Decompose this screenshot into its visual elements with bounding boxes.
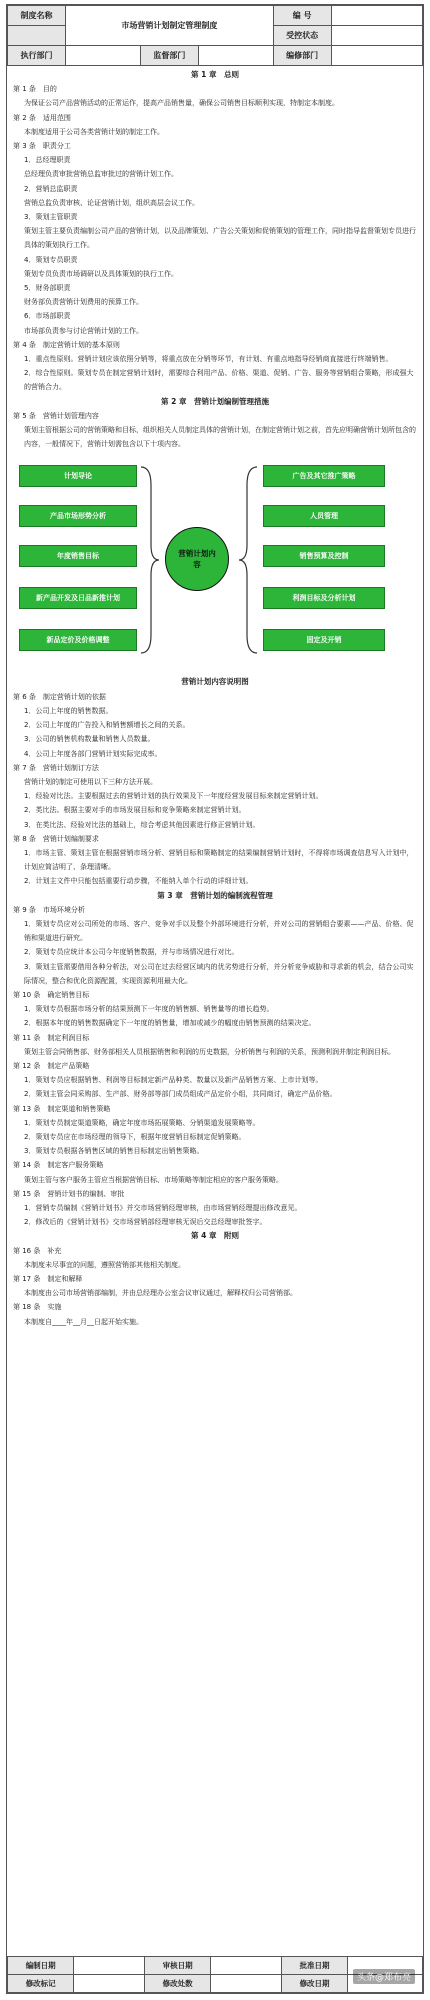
left-brace-icon xyxy=(139,465,161,655)
paragraph-line: 2．营销总监职责 xyxy=(24,184,78,193)
chapter-1-content xyxy=(13,82,417,394)
article-heading: 第 13 条 制定渠道和销售策略 xyxy=(13,1104,111,1113)
paragraph-line: 3．策划主管职责 xyxy=(24,213,78,222)
chapter-2-content xyxy=(13,409,417,452)
paragraph-line: 2．计划主文件中只能包括重要行动步骤，不能纳入单个行动的详细计划。 xyxy=(24,877,253,886)
header-label-number: 编 号 xyxy=(273,6,331,26)
paragraph-line: 3．公司的销售机构数量和销售人员数量。 xyxy=(24,735,155,744)
diagram-left-box: 新品定价及价格调整 xyxy=(19,629,137,651)
article-heading: 第 16 条 补充 xyxy=(13,1246,62,1255)
diagram-right-box: 利润目标及分析计划 xyxy=(263,587,385,609)
footer xyxy=(7,1956,423,1993)
paragraph-line: 1．公司上年度的销售数据。 xyxy=(24,706,113,715)
diagram-right-box: 人员管理 xyxy=(263,505,385,527)
paragraph-line: 1．重点性原则。营销计划应该依照分销等，将重点放在分销等环节，有计划、有重点地指导经销商直接进行终端销售。 xyxy=(24,355,393,364)
paragraph-line: 市场部负责参与讨论营销计划的工作。 xyxy=(24,326,143,335)
diagram-right-box: 广告及其它推广策略 xyxy=(263,465,385,487)
article-heading: 第 11 条 制定利润目标 xyxy=(13,1033,90,1042)
paragraph-line: 2．策划专员应统计本公司今年度销售数据，并与市场情况进行对比。 xyxy=(24,948,239,957)
paragraph-line: 本制度未尽事宜的问题，遵照营销部其他相关制度。 xyxy=(24,1260,185,1269)
paragraph-line: 本制度自____年__月__日起开始实施。 xyxy=(24,1317,143,1326)
paragraph-line: 3．在类比法、经验对比法的基础上，综合考虑其他因素进行修正营销计划。 xyxy=(24,820,260,829)
paragraph-line: 4．策划专员职责 xyxy=(24,255,78,264)
header-label-supervise-dept: 监督部门 xyxy=(140,46,198,66)
paragraph-line: 5．财务部职责 xyxy=(24,284,71,293)
article-heading: 第 6 条 制定营销计划的依据 xyxy=(13,692,106,701)
article-heading: 第 2 条 适用范围 xyxy=(13,113,71,122)
header-value-number xyxy=(331,6,422,26)
diagram-left-box: 计划导论 xyxy=(19,465,137,487)
paragraph-line: 本制度适用于公司各类营销计划的制定工作。 xyxy=(24,127,164,136)
header-label-name: 制度名称 xyxy=(8,6,66,26)
header-label-exec-dept: 执行部门 xyxy=(8,46,66,66)
chapter-4-content xyxy=(13,1244,417,1329)
paragraph-line: 为保证公司产品营销活动的正常运作，提高产品销售量，确保公司销售目标顺利实现，特制定本制度。 xyxy=(24,99,339,108)
header-table xyxy=(7,5,423,66)
paragraph-line: 2．类比法。根据主要对手的市场发展目标和竞争策略来制定营销计划。 xyxy=(24,806,246,815)
paragraph-line: 4．公司上年度各部门营销计划实际完成率。 xyxy=(24,749,162,758)
article-heading: 第 3 条 职责分工 xyxy=(13,142,71,151)
right-brace-icon xyxy=(237,465,259,655)
footer-label-compile-date: 编制日期 xyxy=(8,1957,74,1975)
article-heading: 第 17 条 制定和解释 xyxy=(13,1275,83,1284)
chapter-3-content xyxy=(13,903,417,1230)
header-value-edit-dept xyxy=(331,46,422,66)
paragraph-line: 财务部负责营销计划费用的预算工作。 xyxy=(24,298,143,307)
footer-value xyxy=(74,1975,145,1993)
paragraph-line: 策划专员负责市场调研以及具体策划的执行工作。 xyxy=(24,269,178,278)
article-heading: 第 9 条 市场环境分析 xyxy=(13,905,85,914)
document-page xyxy=(6,4,424,1994)
paragraph-line: 2．策划专员应在市场经理的领导下，根据年度营销目标制定促销策略。 xyxy=(24,1132,246,1141)
paragraph-line: 1．策划专员制定渠道策略，确定年度市场拓展策略、分销渠道发展策略等。 xyxy=(24,1118,260,1127)
paragraph-line: 6．市场部职责 xyxy=(24,312,71,321)
article-heading: 第 1 条 目的 xyxy=(13,85,57,94)
paragraph-line: 2．公司上年度的广告投入和销售额增长之间的关系。 xyxy=(24,721,190,730)
diagram-caption: 营销计划内容说明图 xyxy=(181,677,249,687)
footer-label-review-date: 审核日期 xyxy=(144,1957,210,1975)
paragraph-line: 策划主管主要负责编制公司产品的营销计划，以及品牌策划、广告公关策划和促销策划的管理工作，同时指导监督策划专员进行具体的策划执行工作。 xyxy=(24,227,416,250)
footer-value xyxy=(74,1957,145,1975)
diagram-right-box: 固定及开销 xyxy=(263,629,385,651)
header-value-control-status xyxy=(331,26,422,46)
footer-label-revision-count: 修改处数 xyxy=(144,1975,210,1993)
paragraph-line: 2．修改后的《营销计划书》交市场营销部经理审核无误后交总经理审批签字。 xyxy=(24,1218,267,1227)
article-heading: 第 7 条 营销计划制订方法 xyxy=(13,763,99,772)
article-heading: 第 8 条 营销计划编制要求 xyxy=(13,834,99,843)
paragraph-line: 1．策划专员根据市场分析的结果预测下一年度的销售额、销售量等的增长趋势。 xyxy=(24,1005,274,1014)
article-heading: 第 4 条 制定营销计划的基本原则 xyxy=(13,340,120,349)
article-heading: 第 14 条 制定客户服务策略 xyxy=(13,1161,104,1170)
document-body xyxy=(7,66,423,1329)
diagram-hub-label: 营销计划内容 xyxy=(178,549,216,570)
header-label-control-status: 受控状态 xyxy=(273,26,331,46)
paragraph-line: 策划主管会同销售部、财务部相关人员根据销售和利润的历史数据，分析销售与利润的关系，预测利润并制定利润目标。 xyxy=(24,1047,395,1056)
paragraph-line: 1．市场主管、策划主管在根据营销市场分析、营销目标和策略制定的结果编制营销计划时，不得将市场调查信息写入计划中，计划应简洁明了、条理清晰。 xyxy=(24,848,414,872)
chapter-3-title: 第 3 章 营销计划的编制流程管理 xyxy=(157,890,273,900)
header-label-edit-dept: 编修部门 xyxy=(273,46,331,66)
paragraph-line: 营销计划的制定可使用以下三种方法开展。 xyxy=(24,777,157,786)
chapter-2-continued xyxy=(13,690,417,889)
diagram-right-box: 销售预算及控制 xyxy=(263,545,385,567)
header-value-supervise-dept xyxy=(198,46,273,66)
paragraph-line: 2．策划主管会同采购部、生产部、财务部等部门成员组成产品定价小组，共同商讨，确定产品价格。 xyxy=(24,1090,337,1099)
footer-label-approve-date: 批准日期 xyxy=(281,1957,347,1975)
chapter-2-title: 第 2 章 营销计划编制管理措施 xyxy=(161,396,269,406)
article-heading: 第 10 条 确定销售目标 xyxy=(13,990,90,999)
footer-value xyxy=(211,1975,282,1993)
paragraph-line: 营销总监负责审核、论证营销计划，组织高层会议工作。 xyxy=(24,198,199,207)
diagram-left-box: 新产品开发及日品新推计划 xyxy=(19,587,137,609)
article-heading: 第 15 条 营销计划书的编制、审批 xyxy=(13,1189,125,1198)
plan-content-diagram xyxy=(13,455,417,669)
footer-label-revision-mark: 修改标记 xyxy=(8,1975,74,1993)
diagram-left-box: 产品市场形势分析 xyxy=(19,505,137,527)
header-value-exec-dept xyxy=(66,46,141,66)
paragraph-line: 1．策划专员应根据销售、利润等目标制定新产品种类、数量以及新产品销售方案、上市计划等。 xyxy=(24,1076,323,1085)
paragraph-line: 1．策划专员应对公司所处的市场、客户、竞争对手以及整个外部环境进行分析，并对公司的营销组合要素——产品、价格、促销和渠道进行研究。 xyxy=(24,919,414,943)
paragraph-line: 策划主管根据公司的营销策略和目标，组织相关人员制定具体的营销计划，在制定营销计划之前，首先应明确营销计划所包含的内容，一般情况下，营销计划需包含以下十项内容。 xyxy=(24,426,416,449)
footer-value xyxy=(211,1957,282,1975)
paragraph-line: 2．根据本年度的销售数据确定下一年度的销售量，增加或减少的幅度由销售预测的结果决定。 xyxy=(24,1019,316,1028)
footer-label-revision-date: 修改日期 xyxy=(281,1975,347,1993)
document-title: 市场营销计划制定管理制度 xyxy=(66,6,273,46)
paragraph-line: 总经理负责审批营销总监审批过的营销计划工作。 xyxy=(24,170,178,179)
paragraph-line: 本制度由公司市场营销部编制，并由总经理办公室会议审议通过，解释权归公司营销部。 xyxy=(24,1289,297,1298)
article-heading: 第 18 条 实施 xyxy=(13,1303,62,1312)
paragraph-line: 3．策划主管需要借用各种分析法，对公司在过去经营区域内的优劣势进行分析，并分析竞争威胁和寻求新的机会，结合公司实际情况，整合和优化资源配置，实现资源利用最大化。 xyxy=(24,962,414,985)
paragraph-line: 1．总经理职责 xyxy=(24,156,71,165)
diagram-hub xyxy=(165,527,229,591)
chapter-4-title: 第 4 章 附则 xyxy=(191,1231,239,1241)
header-label-blank xyxy=(8,26,66,46)
article-heading: 第 5 条 营销计划管理内容 xyxy=(13,411,99,420)
article-heading: 第 12 条 制定产品策略 xyxy=(13,1061,90,1070)
chapter-1-title: 第 1 章 总则 xyxy=(191,70,239,79)
watermark: 头条@郑布亮 xyxy=(353,1969,415,1984)
paragraph-line: 3．策划专员根据各销售区域的销售目标制定出销售策略。 xyxy=(24,1147,204,1156)
paragraph-line: 1．经验对比法。主要根据过去的营销计划的执行效果及下一年度经营发展目标来制定营销计划。 xyxy=(24,792,323,801)
paragraph-line: 2．综合性原则。策划专员在制定营销计划时，需要综合利用产品、价格、渠道、促销、广告、服务等营销组合策略，形成强大的营销合力。 xyxy=(24,369,414,392)
paragraph-line: 1．营销专员编制《营销计划书》并交市场营销经理审核，由市场营销经理提出修改意见。 xyxy=(24,1204,302,1212)
paragraph-line: 策划主管与客户服务主管应当根据营销目标、市场策略等制定相应的客户服务策略。 xyxy=(24,1175,283,1184)
diagram-left-box: 年度销售目标 xyxy=(19,545,137,567)
